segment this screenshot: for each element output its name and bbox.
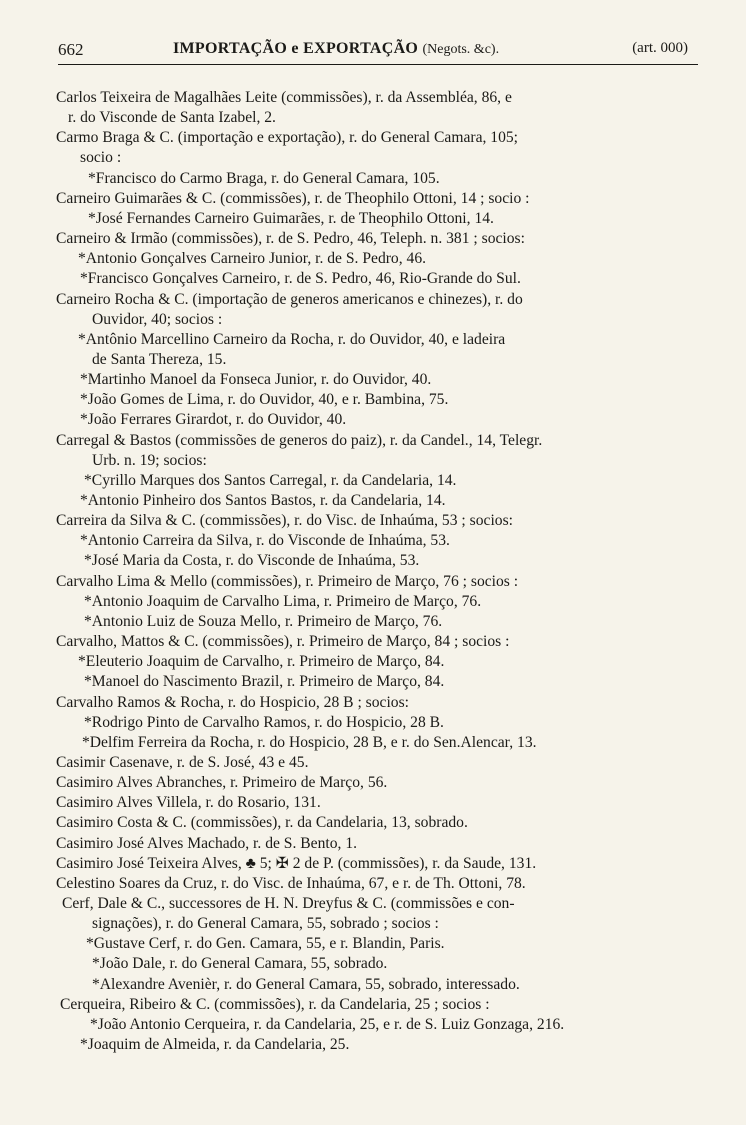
running-title xyxy=(173,40,499,58)
text-line: Casimiro Alves Villela, r. do Rosario, 131. xyxy=(56,794,321,812)
text-line: *Cyrillo Marques dos Santos Carregal, r. da Candelaria, 14. xyxy=(84,471,457,489)
text-line: *João Antonio Cerqueira, r. da Candelaria, 25, e r. de S. Luiz Gonzaga, 216. xyxy=(90,1015,565,1033)
page-number: 662 xyxy=(58,40,84,59)
text-line: Celestino Soares da Cruz, r. do Visc. de Inhaúma, 67, e r. de Th. Ottoni, 78. xyxy=(56,874,526,892)
text-line: signações), r. do General Camara, 55, sobrado ; socios : xyxy=(92,915,439,933)
text-line: Cerf, Dale & C., successores de H. N. Dreyfus & C. (commissões e con- xyxy=(62,895,515,912)
text-line: *Antonio Joaquim de Carvalho Lima, r. Primeiro de Março, 76. xyxy=(84,592,482,610)
text-line: Urb. n. 19; socios: xyxy=(92,451,207,469)
running-title-main: IMPORTAÇÃO e EXPORTAÇÃO xyxy=(173,40,419,57)
article-number: (art. 000) xyxy=(632,40,688,56)
running-title-note: (Negots. &c). xyxy=(422,42,500,57)
text-line: Casimir Casenave, r. de S. José, 43 e 45. xyxy=(56,753,309,771)
text-line: Carvalho Ramos & Rocha, r. do Hospicio, 28 B ; socios: xyxy=(56,693,409,711)
text-line: r. do Visconde de Santa Izabel, 2. xyxy=(68,109,276,127)
text-line: socio : xyxy=(80,149,122,167)
text-line: Cerqueira, Ribeiro & C. (commissões), r. da Candelaria, 25 ; socios : xyxy=(60,995,490,1013)
text-line: *Delfim Ferreira da Rocha, r. do Hospicio, 28 B, e r. do Sen.Alencar, 13. xyxy=(82,733,537,751)
text-line: *Joaquim de Almeida, r. da Candelaria, 25. xyxy=(80,1036,350,1054)
text-line: Carreira da Silva & C. (commissões), r. do Visc. de Inhaúma, 53 ; socios: xyxy=(56,512,513,530)
text-line: Ouvidor, 40; socios : xyxy=(92,310,223,328)
text-line: Casimiro José Alves Machado, r. de S. Bento, 1. xyxy=(56,834,358,852)
text-line: Carneiro & Irmão (commissões), r. de S. Pedro, 46, Teleph. n. 381 ; socios: xyxy=(56,230,525,248)
text-line: *João Dale, r. do General Camara, 55, sobrado. xyxy=(92,955,388,973)
text-line: Casimiro Costa & C. (commissões), r. da Candelaria, 13, sobrado. xyxy=(56,814,468,832)
text-line: *Antônio Marcellino Carneiro da Rocha, r. do Ouvidor, 40, e ladeira xyxy=(78,330,506,348)
text-line: *Manoel do Nascimento Brazil, r. Primeiro de Março, 84. xyxy=(84,673,445,691)
text-line: *João Ferrares Girardot, r. do Ouvidor, 40. xyxy=(80,411,347,429)
text-line: de Santa Thereza, 15. xyxy=(92,350,227,368)
text-line: *Francisco do Carmo Braga, r. do General Camara, 105. xyxy=(88,169,440,187)
text-line: *Alexandre Avenièr, r. do General Camara, 55, sobrado, interessado. xyxy=(92,975,520,993)
text-line: *Antonio Carreira da Silva, r. do Visconde de Inhaúma, 53. xyxy=(80,532,450,550)
text-line: Carneiro Rocha & C. (importação de generos americanos e chinezes), r. do xyxy=(56,290,523,308)
text-line: *José Maria da Costa, r. do Visconde de Inhaúma, 53. xyxy=(84,552,420,570)
text-line: Carlos Teixeira de Magalhães Leite (commissões), r. da Assembléa, 86, e xyxy=(56,89,512,106)
text-line: *Antonio Gonçalves Carneiro Junior, r. de S. Pedro, 46. xyxy=(78,250,427,268)
text-line: *Martinho Manoel da Fonseca Junior, r. do Ouvidor, 40. xyxy=(80,371,432,389)
text-line: Carmo Braga & C. (importação e exportação), r. do General Camara, 105; xyxy=(56,129,519,147)
text-line: *Rodrigo Pinto de Carvalho Ramos, r. do Hospicio, 28 B. xyxy=(84,713,444,731)
text-line: Casimiro José Teixeira Alves, ♣ 5; ✠ 2 de P. (commissões), r. da Saude, 131. xyxy=(56,854,537,872)
text-line: *João Gomes de Lima, r. do Ouvidor, 40, e r. Bambina, 75. xyxy=(80,391,449,409)
text-line: *Eleuterio Joaquim de Carvalho, r. Primeiro de Março, 84. xyxy=(78,653,445,671)
text-line: Casimiro Alves Abranches, r. Primeiro de Março, 56. xyxy=(56,774,388,792)
text-line: *José Fernandes Carneiro Guimarães, r. de Theophilo Ottoni, 14. xyxy=(88,209,494,227)
text-line: Carneiro Guimarães & C. (commissões), r. de Theophilo Ottoni, 14 ; socio : xyxy=(56,189,530,207)
text-line: Carregal & Bastos (commissões de generos do paiz), r. da Candel., 14, Telegr. xyxy=(56,431,543,449)
text-line: Carvalho, Mattos & C. (commissões), r. Primeiro de Março, 84 ; socios : xyxy=(56,633,510,651)
text-line: *Francisco Gonçalves Carneiro, r. de S. Pedro, 46, Rio-Grande do Sul. xyxy=(80,270,521,288)
text-line: *Antonio Pinheiro dos Santos Bastos, r. da Candelaria, 14. xyxy=(80,492,446,509)
page-header xyxy=(58,40,698,65)
text-line: *Gustave Cerf, r. do Gen. Camara, 55, e r. Blandin, Paris. xyxy=(86,935,445,953)
text-line: *Antonio Luiz de Souza Mello, r. Primeiro de Março, 76. xyxy=(84,612,443,630)
text-line: Carvalho Lima & Mello (commissões), r. Primeiro de Março, 76 ; socios : xyxy=(56,572,519,590)
